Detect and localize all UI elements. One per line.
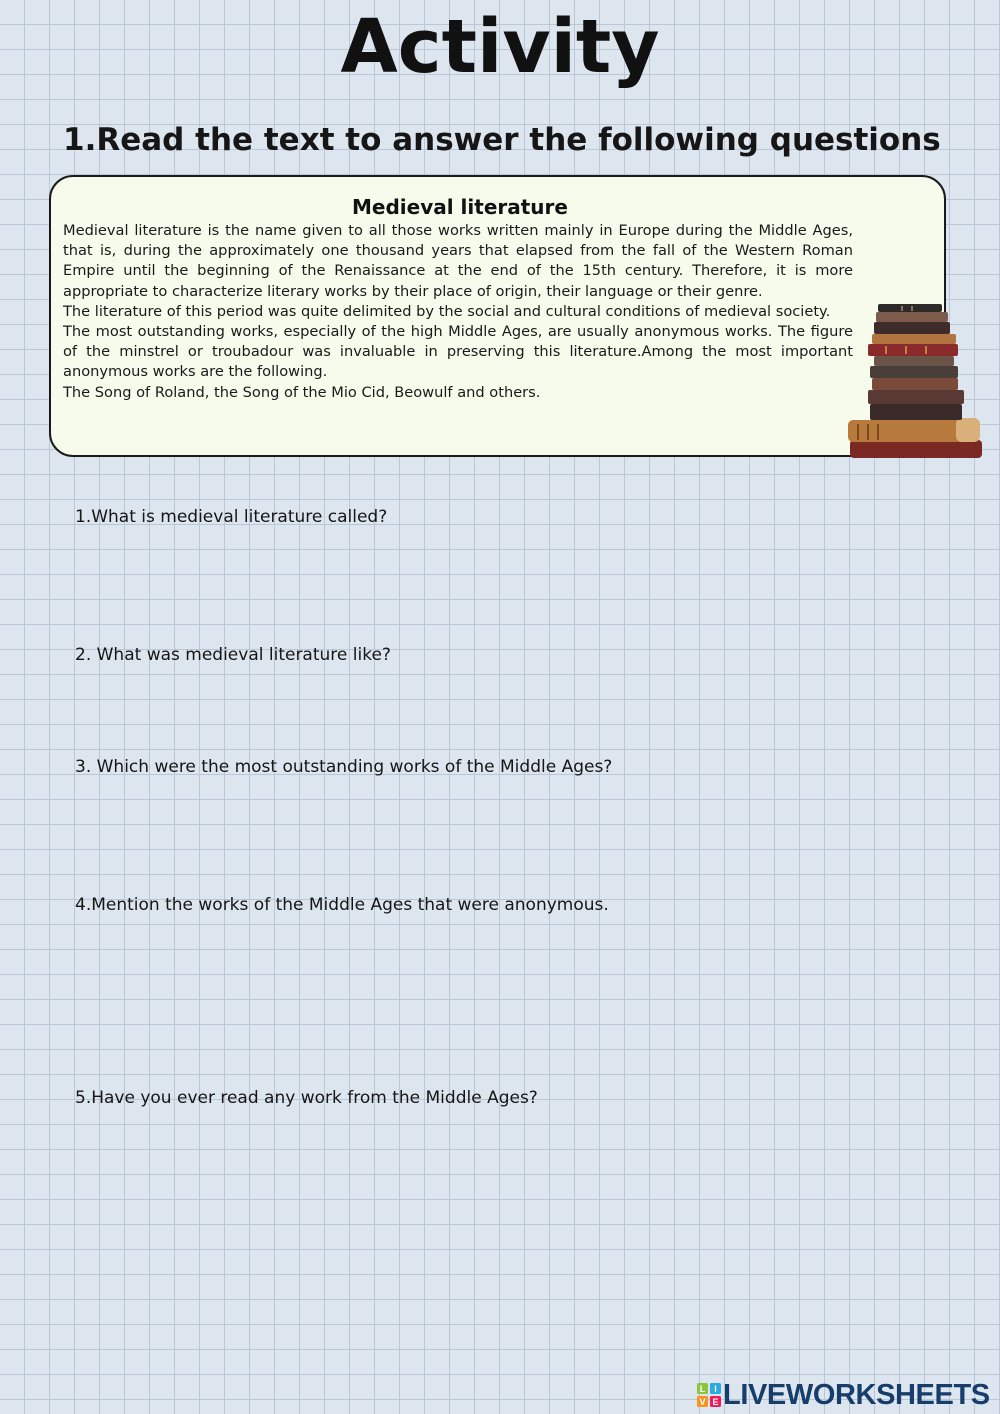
brand-name: LIVEWORKSHEETS — [723, 1379, 990, 1411]
question-4: 4.Mention the works of the Middle Ages that were anonymous. — [75, 895, 609, 915]
logo-letter: I — [714, 1384, 717, 1394]
question-5: 5.Have you ever read any work from the Middle Ages? — [75, 1088, 538, 1108]
logo-letter: E — [712, 1397, 719, 1407]
reading-paragraph: Medieval literature is the name given to all those works written mainly in Europe during the Middle Ages, that is, during the approximately one thousand years that elapsed from the fall of the Western Roman Empire until the beginning of the Renaissance at the end of the 15th century. Therefore, it is more appropriate to characterize literary works by their place of origin, their language or their genre. — [63, 222, 853, 300]
brand-footer — [697, 1378, 990, 1412]
logo-letter: V — [699, 1397, 706, 1407]
liveworksheets-logo-icon — [697, 1383, 721, 1407]
logo-letter: L — [699, 1384, 706, 1394]
reading-paragraph: The most outstanding works, especially of the high Middle Ages, are usually anonymous works. The figure of the minstrel or troubadour was invaluable in preserving this literature.Among the most important anonymous works are the following. — [63, 323, 853, 381]
section-heading: 1.Read the text to answer the following questions — [63, 122, 941, 158]
reading-body — [63, 221, 853, 403]
reading-paragraph: The Song of Roland, the Song of the Mio Cid, Beowulf and others. — [63, 383, 541, 401]
page-title: Activity — [340, 4, 660, 90]
stack-of-books-icon — [846, 300, 986, 465]
reading-title: Medieval literature — [352, 195, 568, 219]
question-3: 3. Which were the most outstanding works of the Middle Ages? — [75, 757, 613, 777]
reading-paragraph: The literature of this period was quite delimited by the social and cultural conditions of medieval society. — [63, 302, 831, 320]
question-1: 1.What is medieval literature called? — [75, 507, 388, 527]
question-2: 2. What was medieval literature like? — [75, 645, 391, 665]
reading-box — [49, 175, 946, 457]
